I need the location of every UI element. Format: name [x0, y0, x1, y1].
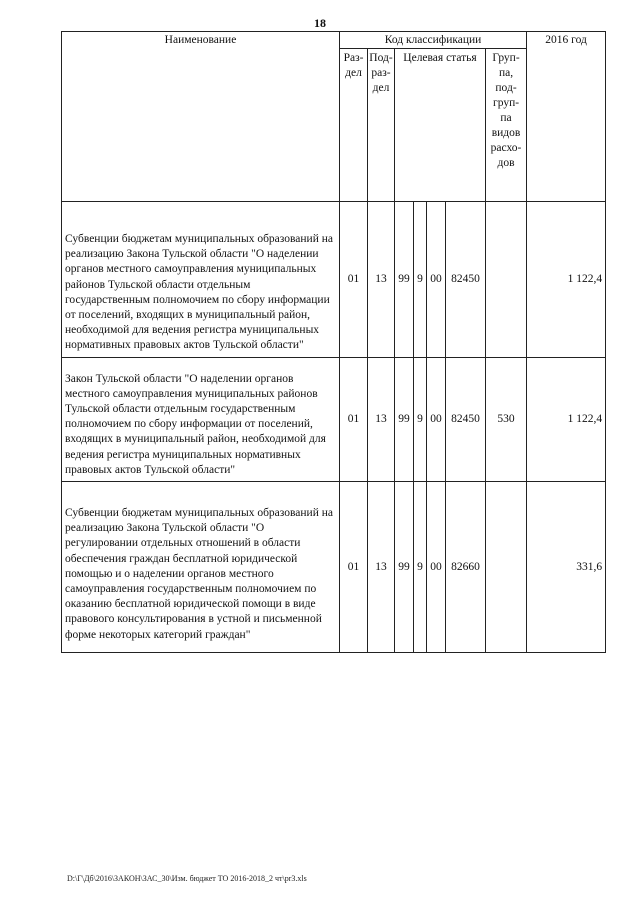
row-target-3: 00 [427, 482, 446, 653]
row-podrazdel: 13 [368, 357, 395, 481]
row-target-2: 9 [414, 202, 427, 358]
row-target-2: 9 [414, 357, 427, 481]
row-target-3: 00 [427, 202, 446, 358]
page-number: 18 [314, 16, 326, 30]
header-razdel: Раз- дел [340, 49, 368, 202]
row-target-1: 99 [395, 357, 414, 481]
file-path-footer: D:\Г\Дб\2016\ЗАКОН\ЗАС_30\Изм. бюджет ТО 2016-2018_2 чт\pr3.xls [67, 874, 307, 883]
header-podrazdel: Под- раз- дел [368, 49, 395, 202]
header-code: Код классификации [340, 32, 527, 49]
row-name: Закон Тульской области "О наделении органов местного самоуправления муниципальных районов Тульской области отдельным государственным полномочием по сбору информации от поселений, входящих в муниципальный район, необходимой для ведения регистра муниципальных нормативных правовых актов Тульской области" [62, 357, 340, 481]
row-group: 530 [486, 357, 527, 481]
row-name: Субвенции бюджетам муниципальных образований на реализацию Закона Тульской области "О наделении органов местного самоуправления муниципальных районов Тульской области отдельным государственным полномочием по сбору информации от поселений, входящих в муниципальный район, необходимой для ведения регистра муниципальных нормативных правовых актов Тульской области" [62, 202, 340, 358]
header-year-label: 2016 год [545, 34, 587, 46]
header-row-top [62, 32, 606, 49]
row-target-4: 82660 [446, 482, 486, 653]
budget-table [61, 31, 606, 653]
row-name: Субвенции бюджетам муниципальных образований на реализацию Закона Тульской области "О регулировании отдельных отношений в области обеспечения граждан бесплатной юридической помощью и о наделении органов местного самоуправления государственным полномочием по оказанию бесплатной юридической помощи в виде правового консультирования в устной и письменной форме некоторых категорий граждан" [62, 482, 340, 653]
row-razdel: 01 [340, 482, 368, 653]
row-podrazdel: 13 [368, 482, 395, 653]
row-target-4: 82450 [446, 202, 486, 358]
row-target-2: 9 [414, 482, 427, 653]
row-razdel: 01 [340, 202, 368, 358]
row-target-3: 00 [427, 357, 446, 481]
row-amount: 1 122,4 [527, 202, 606, 358]
row-razdel: 01 [340, 357, 368, 481]
row-target-1: 99 [395, 482, 414, 653]
row-target-4: 82450 [446, 357, 486, 481]
header-name [62, 32, 340, 202]
row-amount: 1 122,4 [527, 357, 606, 481]
table-row [62, 482, 606, 653]
header-name-label: Наименование [164, 34, 237, 46]
row-group [486, 482, 527, 653]
table-row [62, 202, 606, 358]
row-group [486, 202, 527, 358]
table-row [62, 357, 606, 481]
header-group: Груп- па, под- груп- па видов расхо- дов [486, 49, 527, 202]
row-target-1: 99 [395, 202, 414, 358]
header-year [527, 32, 606, 202]
row-amount: 331,6 [527, 482, 606, 653]
row-podrazdel: 13 [368, 202, 395, 358]
header-target: Целевая статья [395, 49, 486, 202]
